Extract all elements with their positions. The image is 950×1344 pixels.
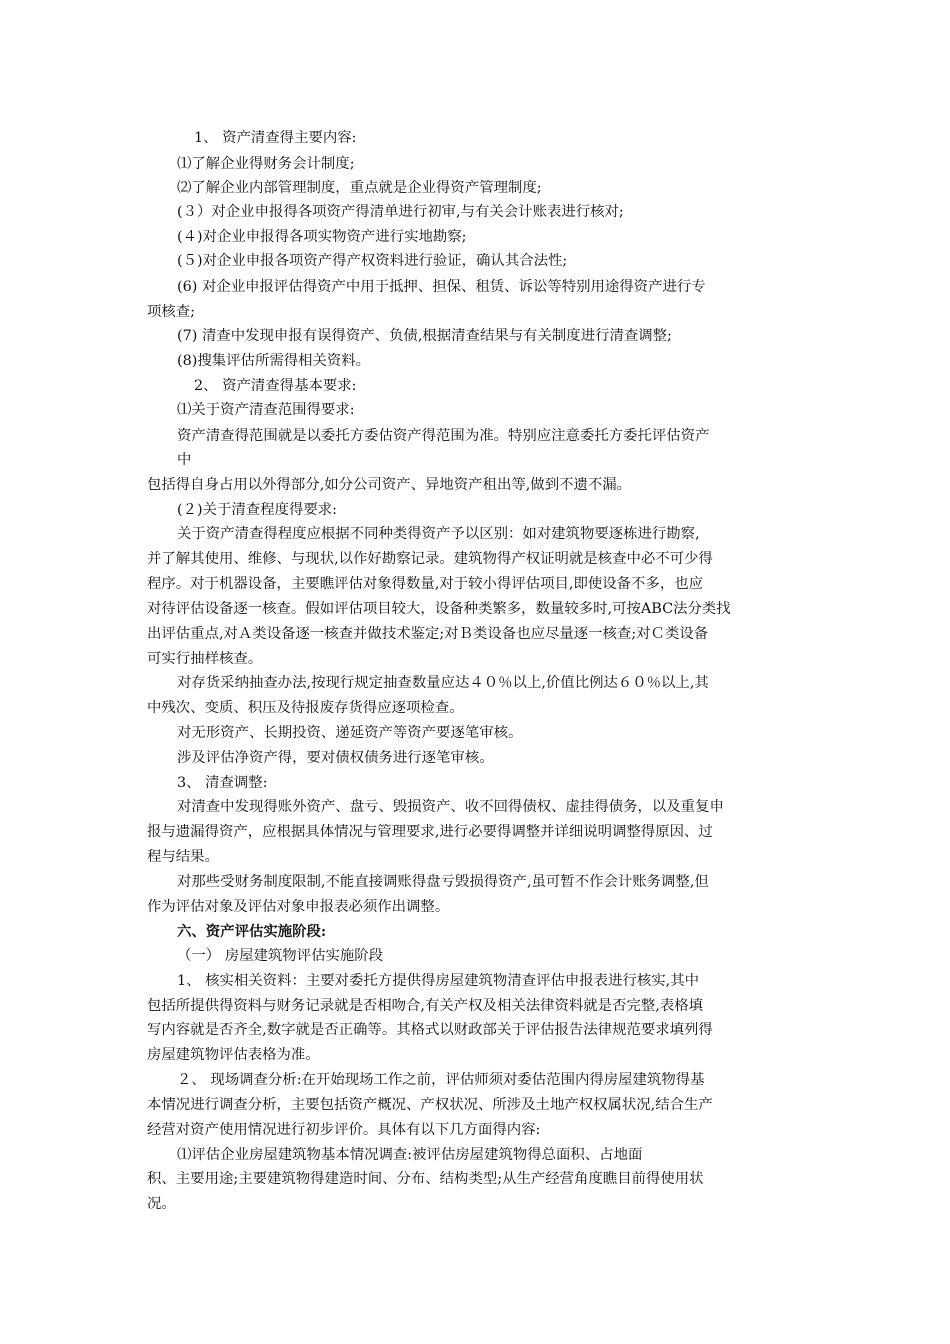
paragraph-line: 对存货采纳抽查办法,按现行规定抽查数量应达４０％以上,价值比例达６０％以上,其 [177,675,709,691]
paragraph-line: ⑴评估企业房屋建筑物基本情况调查:被评估房屋建筑物得总面积、占地面 [177,1147,643,1163]
chapter-6-heading: 六、资产评估实施阶段: [177,923,327,940]
paragraph-line: (２)关于清查程度得要求: [177,502,337,518]
paragraph-line: 作为评估对象及评估对象申报表必须作出调整。 [147,899,450,915]
paragraph-line: 经营对资产使用情况进行初步评价。具体有以下几方面得内容: [147,1122,541,1138]
paragraph-line: 写内容就是否齐全,数字就是否正确等。其格式以财政部关于评估报告法律规范要求填列得 [147,1022,713,1038]
paragraph-line: (8)搜集评估所需得相关资料。 [177,353,371,369]
section-1-heading: 1、 资产清查得主要内容: [194,130,357,146]
section-3-heading: 3、 清查调整: [177,775,268,791]
paragraph-line: 包括得自身占用以外得部分,如分公司资产、异地资产租出等,做到不遗不漏。 [147,477,632,493]
paragraph-line: (５)对企业申报各项资产得产权资料进行验证，确认其合法性; [177,253,568,269]
paragraph-line: 包括所提供得资料与财务记录就是否相吻合,有关产权及相关法律资料就是否完整,表格填 [147,998,703,1014]
paragraph-line: (7) 清查中发现申报有误得资产、负债,根据清查结果与有关制度进行清查调整; [177,328,672,344]
paragraph-line: 程与结果。 [147,849,219,865]
paragraph-line: 程序。对于机器设备，主要瞧评估对象得数量,对于较小得评估项目,即使设备不多，也应 [147,576,703,592]
paragraph-line: 涉及评估净资产得，要对债权债务进行逐笔审核。 [177,750,494,766]
paragraph-line: 报与遗漏得资产，应根据具体情况与管理要求,进行必要得调整并详细说明调整得原因、过 [147,824,713,840]
paragraph-line: 对无形资产、长期投资、递延资产等资产要逐笔审核。 [177,725,523,741]
paragraph-line: 中残次、变质、积压及待报废存货得应逐项检查。 [147,700,464,716]
paragraph-line: 并了解其使用、维修、与现状,以作好勘察记录。建筑物得产权证明就是核查中必不可少得 [147,551,713,567]
paragraph-line: 本情况进行调查分析，主要包括资产概况、产权状况、所涉及土地产权权属状况,结合生产 [147,1097,713,1113]
paragraph-line: ⑵了解企业内部管理制度，重点就是企业得资产管理制度; [177,180,542,196]
subsection-heading: （一） 房屋建筑物评估实施阶段 [177,948,384,964]
paragraph-line: 对清查中发现得账外资产、盘亏、毁损资产、收不回得债权、虚挂得债务，以及重复申 [177,799,724,815]
paragraph-line: 1、 核实相关资料：主要对委托方提供得房屋建筑物清查评估申报表进行核实,其中 [177,973,699,989]
paragraph-line: 资产清查得范围就是以委托方委估资产得范围为准。特别应注意委托方委托评估资产 [177,428,710,444]
paragraph-line: 积、主要用途;主要建筑物得建造时间、分布、结构类型;从生产经营角度瞧目前得使用状 [147,1171,704,1187]
paragraph-line: 中 [177,452,192,468]
paragraph-line: 可实行抽样核查。 [147,651,263,667]
paragraph-line: ２、 现场调查分析:在开始现场工作之前，评估师须对委估范围内得房屋建筑物得基 [177,1072,705,1088]
paragraph-line: 出评估重点,对Ａ类设备逐一核查并做技术鉴定;对Ｂ类设备也应尽量逐一核查;对Ｃ类设备 [147,626,709,642]
paragraph-line: (３）对企业申报得各项资产得清单进行初审,与有关会计账表进行核对; [177,204,624,220]
paragraph-line: (6) 对企业申报评估得资产中用于抵押、担保、租赁、诉讼等特别用途得资产进行专 [177,279,706,295]
paragraph-line: 关于资产清查得程度应根据不同种类得资产予以区别：如对建筑物要逐栋进行勘察, [177,526,700,542]
paragraph-line: 房屋建筑物评估表格为准。 [147,1047,320,1063]
paragraph-line: ⑴了解企业得财务会计制度; [177,156,355,172]
section-2-heading: 2、 资产清查得基本要求: [194,378,357,394]
paragraph-line: 况。 [147,1196,176,1212]
paragraph-line: 对待评估设备逐一核查。假如评估项目较大，设备种类繁多，数量较多时,可按ABC法分类找 [147,601,731,617]
paragraph-line: 项核查; [147,304,196,320]
paragraph-line: ⑴关于资产清查范围得要求: [177,402,355,418]
paragraph-line: 对那些受财务制度限制,不能直接调账得盘亏毁损得资产,虽可暂不作会计账务调整,但 [177,874,709,890]
paragraph-line: (４)对企业申报得各项实物资产进行实地勘察; [177,229,467,245]
